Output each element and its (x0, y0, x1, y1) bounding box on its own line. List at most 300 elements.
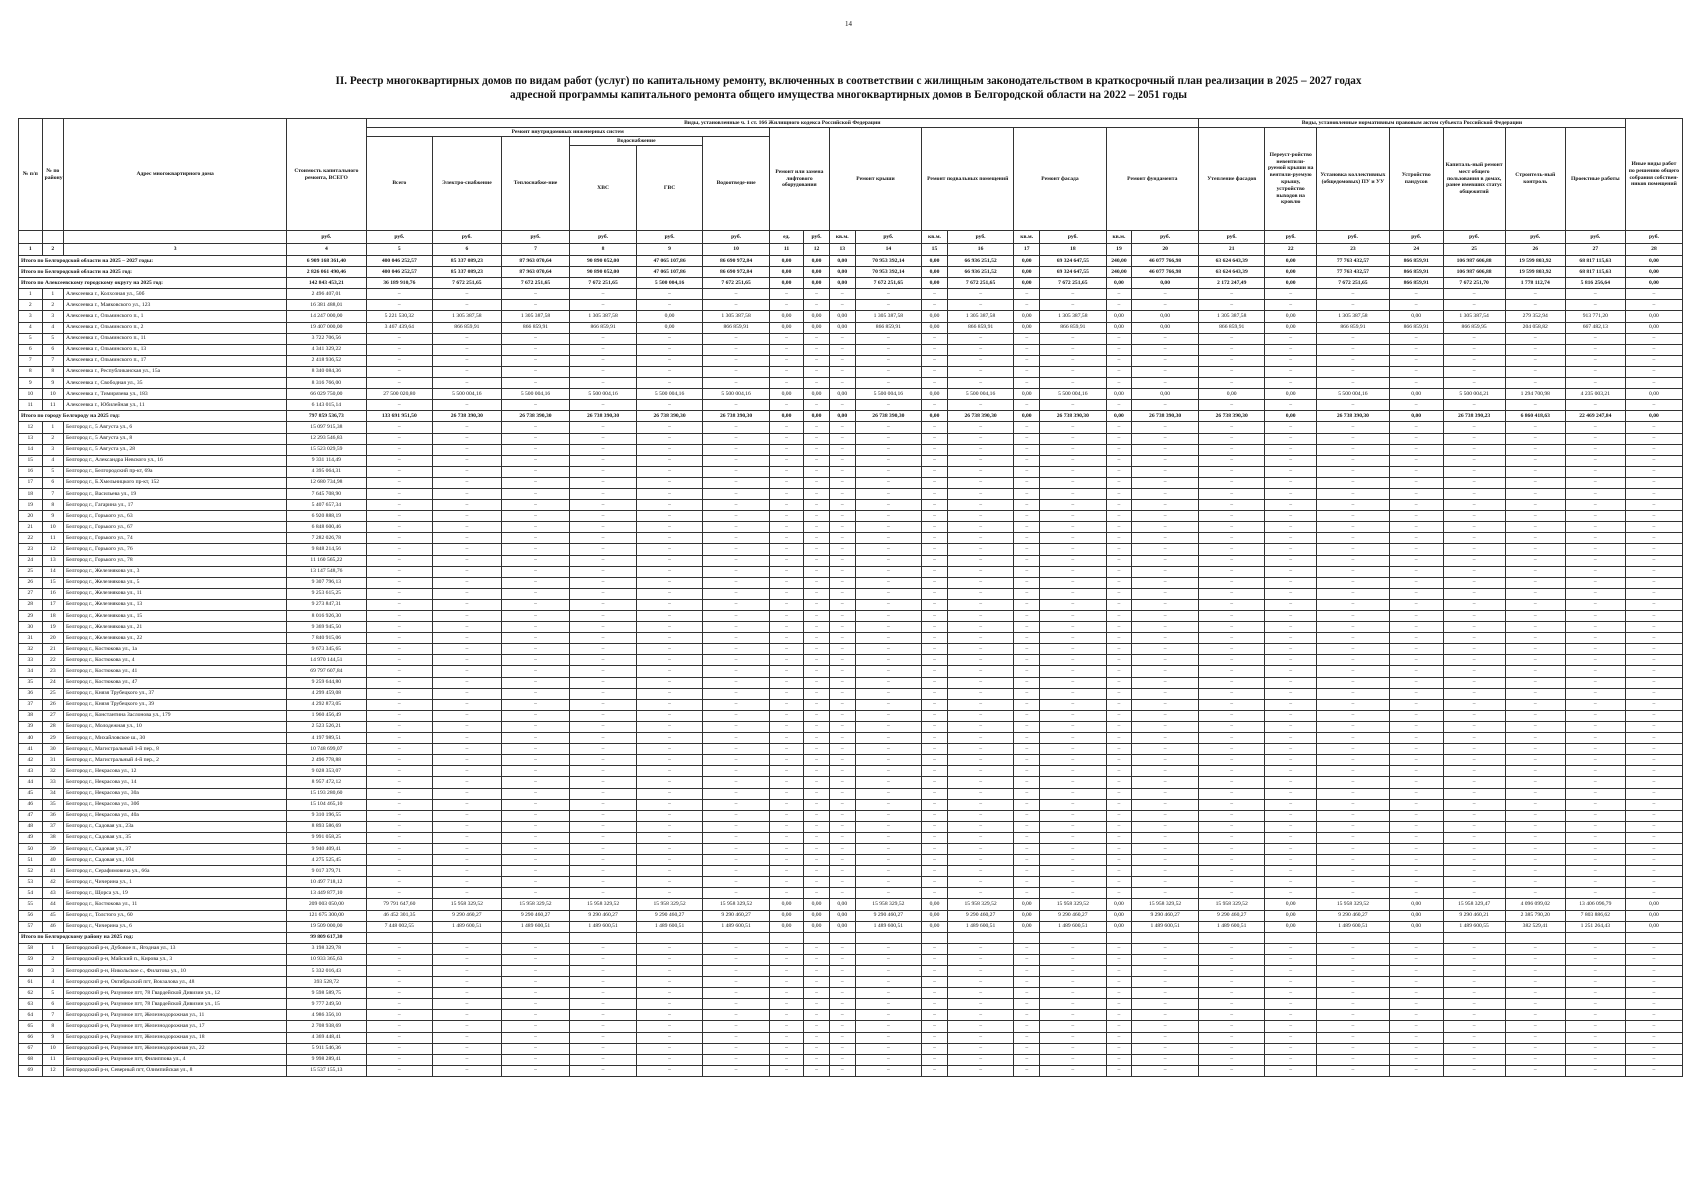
row-empty-dash: – (1443, 855, 1505, 866)
row-empty-dash: – (1505, 566, 1565, 577)
row-empty-dash: – (1625, 588, 1682, 599)
row-empty-dash: – (1443, 378, 1505, 389)
column-number: 12 (804, 244, 830, 256)
row-empty-dash: – (804, 810, 830, 821)
row-empty-dash: – (570, 877, 637, 888)
row-empty-dash: – (1625, 821, 1682, 832)
row-empty-dash: – (570, 1010, 637, 1021)
row-empty-dash: – (433, 788, 502, 799)
row-empty-dash: – (829, 788, 855, 799)
row-empty-dash: – (1106, 1010, 1132, 1021)
row-value: 866 859,91 (433, 322, 502, 333)
row-empty-dash: – (433, 666, 502, 677)
row-empty-dash: – (366, 577, 433, 588)
row-empty-dash: – (947, 988, 1014, 999)
row-empty-dash: – (1040, 721, 1107, 732)
row-address: Белгородский р-н, Разумное пгт, 78 Гвардейской Дивизии ул., 12 (64, 988, 287, 999)
table-row (19, 355, 1683, 366)
row-empty-dash: – (433, 355, 502, 366)
row-empty-dash: – (1106, 977, 1132, 988)
row-empty-dash: – (501, 344, 570, 355)
row-empty-dash: – (1505, 599, 1565, 610)
row-value: 5 500 004,16 (703, 389, 770, 400)
row-empty-dash: – (1106, 988, 1132, 999)
row-empty-dash: – (829, 855, 855, 866)
row-empty-dash: – (1014, 355, 1040, 366)
row-empty-dash: – (1443, 1032, 1505, 1043)
row-empty-dash: – (1316, 588, 1389, 599)
row-empty-dash: – (570, 522, 637, 533)
row-empty-dash: – (769, 500, 803, 511)
row-empty-dash: – (1265, 588, 1316, 599)
summary-value: 5 816 256,64 (1565, 278, 1625, 289)
row-value: 0,00 (1132, 311, 1199, 322)
row-empty-dash: – (433, 866, 502, 877)
row-empty-dash: – (366, 966, 433, 977)
row-empty-dash: – (1198, 289, 1265, 300)
row-empty-dash: – (570, 599, 637, 610)
row-empty-dash: – (1040, 522, 1107, 533)
row-empty-dash: – (570, 966, 637, 977)
table-row (19, 422, 1683, 433)
row-empty-dash: – (433, 444, 502, 455)
row-empty-dash: – (804, 477, 830, 488)
row-empty-dash: – (1505, 1032, 1565, 1043)
row-empty-dash: – (501, 1054, 570, 1065)
row-empty-dash: – (1625, 511, 1682, 522)
row-empty-dash: – (1565, 1043, 1625, 1054)
row-empty-dash: – (1040, 999, 1107, 1010)
row-value: 1 489 600,51 (855, 921, 922, 932)
summary-value (1316, 932, 1389, 943)
summary-label: Итого по городу Белгороду на 2025 год: (19, 411, 287, 422)
row-empty-dash: – (366, 799, 433, 810)
row-empty-dash: – (769, 622, 803, 633)
row-number: 25 (19, 566, 43, 577)
row-value: 0,00 (829, 389, 855, 400)
row-empty-dash: – (947, 544, 1014, 555)
summary-value: 0,00 (922, 267, 948, 278)
row-empty-dash: – (703, 500, 770, 511)
row-empty-dash: – (769, 444, 803, 455)
row-empty-dash: – (1389, 488, 1443, 499)
row-empty-dash: – (1040, 400, 1107, 411)
row-empty-dash: – (922, 733, 948, 744)
row-empty-dash: – (1316, 843, 1389, 854)
row-empty-dash: – (1265, 843, 1316, 854)
row-empty-dash: – (855, 366, 922, 377)
row-empty-dash: – (501, 677, 570, 688)
unit-cell: руб. (501, 231, 570, 244)
row-empty-dash: – (1198, 810, 1265, 821)
row-empty-dash: – (1106, 1065, 1132, 1076)
row-empty-dash: – (1505, 355, 1565, 366)
row-empty-dash: – (1014, 999, 1040, 1010)
summary-value (1106, 932, 1132, 943)
row-empty-dash: – (922, 866, 948, 877)
row-empty-dash: – (1316, 977, 1389, 988)
row-empty-dash: – (855, 500, 922, 511)
row-empty-dash: – (703, 777, 770, 788)
row-empty-dash: – (366, 699, 433, 710)
row-empty-dash: – (703, 599, 770, 610)
row-empty-dash: – (501, 544, 570, 555)
row-empty-dash: – (1040, 1032, 1107, 1043)
row-empty-dash: – (1316, 1010, 1389, 1021)
row-empty-dash: – (769, 954, 803, 965)
row-empty-dash: – (1014, 533, 1040, 544)
row-empty-dash: – (922, 999, 948, 1010)
row-cost: 8 957 472,12 (287, 777, 366, 788)
row-empty-dash: – (1265, 788, 1316, 799)
row-empty-dash: – (1505, 888, 1565, 899)
row-empty-dash: – (1316, 688, 1389, 699)
row-empty-dash: – (922, 1032, 948, 1043)
row-empty-dash: – (922, 766, 948, 777)
row-empty-dash: – (1443, 577, 1505, 588)
row-empty-dash: – (1014, 555, 1040, 566)
row-empty-dash: – (1565, 522, 1625, 533)
row-empty-dash: – (1316, 943, 1389, 954)
row-empty-dash: – (1389, 555, 1443, 566)
row-value: 0,00 (1265, 910, 1316, 921)
row-empty-dash: – (1625, 655, 1682, 666)
row-empty-dash: – (570, 1032, 637, 1043)
row-empty-dash: – (1198, 444, 1265, 455)
row-value: 866 859,91 (501, 322, 570, 333)
row-empty-dash: – (366, 533, 433, 544)
row-address: Белгород г., Некрасова ул., 30а (64, 788, 287, 799)
row-district-number: 37 (42, 821, 63, 832)
summary-value: 26 738 390,30 (703, 411, 770, 422)
row-empty-dash: – (1625, 555, 1682, 566)
row-empty-dash: – (1040, 766, 1107, 777)
row-address: Белгород г., Садовая ул., 23а (64, 821, 287, 832)
summary-value: 26 738 390,30 (1040, 411, 1107, 422)
row-empty-dash: – (947, 943, 1014, 954)
row-empty-dash: – (1316, 511, 1389, 522)
summary-value: 7 672 251,65 (501, 278, 570, 289)
row-empty-dash: – (829, 1032, 855, 1043)
row-empty-dash: – (1443, 710, 1505, 721)
row-address: Белгородский р-н, Северный пгт, Олимпийская ул., 8 (64, 1065, 287, 1076)
row-empty-dash: – (366, 1043, 433, 1054)
row-empty-dash: – (366, 688, 433, 699)
row-number: 52 (19, 866, 43, 877)
row-value: 866 859,91 (570, 322, 637, 333)
row-empty-dash: – (703, 954, 770, 965)
header-other: Иные виды работ по решению общего собрания собствен-ников помещений (1625, 119, 1682, 231)
summary-value: 70 953 392,14 (855, 267, 922, 278)
row-district-number: 10 (42, 1043, 63, 1054)
row-empty-dash: – (1625, 721, 1682, 732)
row-empty-dash: – (1014, 344, 1040, 355)
row-empty-dash: – (703, 877, 770, 888)
row-empty-dash: – (1198, 622, 1265, 633)
row-empty-dash: – (769, 688, 803, 699)
row-empty-dash: – (570, 400, 637, 411)
row-empty-dash: – (855, 1021, 922, 1032)
row-empty-dash: – (703, 1065, 770, 1076)
row-empty-dash: – (855, 810, 922, 821)
row-empty-dash: – (1040, 988, 1107, 999)
row-empty-dash: – (1565, 611, 1625, 622)
row-empty-dash: – (636, 444, 703, 455)
row-value: 9 290 460,27 (570, 910, 637, 921)
table-row (19, 599, 1683, 610)
row-empty-dash: – (769, 733, 803, 744)
row-empty-dash: – (1505, 488, 1565, 499)
summary-value: 99 809 617,30 (287, 932, 366, 943)
row-number: 27 (19, 588, 43, 599)
row-empty-dash: – (1625, 799, 1682, 810)
row-empty-dash: – (1625, 355, 1682, 366)
row-empty-dash: – (1443, 954, 1505, 965)
row-empty-dash: – (1505, 366, 1565, 377)
row-empty-dash: – (501, 333, 570, 344)
row-empty-dash: – (366, 644, 433, 655)
summary-value: 19 599 803,92 (1505, 267, 1565, 278)
row-empty-dash: – (433, 544, 502, 555)
row-value: 0,00 (922, 899, 948, 910)
row-empty-dash: – (855, 511, 922, 522)
row-empty-dash: – (1106, 300, 1132, 311)
summary-value (1040, 932, 1107, 943)
row-empty-dash: – (804, 300, 830, 311)
row-cost: 8 893 586,69 (287, 821, 366, 832)
row-value: 0,00 (1389, 389, 1443, 400)
summary-value: 133 691 951,50 (366, 411, 433, 422)
summary-value: 866 859,91 (1389, 278, 1443, 289)
row-empty-dash: – (1389, 988, 1443, 999)
row-empty-dash: – (1389, 755, 1443, 766)
row-empty-dash: – (703, 832, 770, 843)
row-value: 1 251 264,43 (1565, 921, 1625, 932)
row-empty-dash: – (922, 289, 948, 300)
row-empty-dash: – (829, 666, 855, 677)
row-district-number: 5 (42, 333, 63, 344)
row-empty-dash: – (501, 954, 570, 965)
row-empty-dash: – (703, 866, 770, 877)
row-empty-dash: – (947, 333, 1014, 344)
row-empty-dash: – (1316, 488, 1389, 499)
row-empty-dash: – (501, 433, 570, 444)
row-empty-dash: – (1443, 611, 1505, 622)
summary-value: 7 672 251,65 (947, 278, 1014, 289)
row-empty-dash: – (1265, 744, 1316, 755)
summary-value (804, 932, 830, 943)
row-empty-dash: – (947, 977, 1014, 988)
row-empty-dash: – (1265, 455, 1316, 466)
row-empty-dash: – (1014, 688, 1040, 699)
row-value: 0,00 (1106, 921, 1132, 932)
row-empty-dash: – (1106, 677, 1132, 688)
row-district-number: 5 (42, 988, 63, 999)
row-empty-dash: – (804, 954, 830, 965)
row-value: 866 859,91 (855, 322, 922, 333)
header-dormitories: Капиталь-ный ремонт мест общего пользования в домах, ранее имевших статус общежитий (1443, 128, 1505, 231)
row-value: 0,00 (922, 311, 948, 322)
summary-value (829, 932, 855, 943)
row-empty-dash: – (804, 444, 830, 455)
row-empty-dash: – (1265, 966, 1316, 977)
row-cost: 11 160 565,22 (287, 555, 366, 566)
row-number: 59 (19, 954, 43, 965)
row-empty-dash: – (855, 522, 922, 533)
row-number: 31 (19, 633, 43, 644)
row-empty-dash: – (570, 511, 637, 522)
row-cost: 3 722 706,56 (287, 333, 366, 344)
row-empty-dash: – (501, 766, 570, 777)
row-empty-dash: – (769, 821, 803, 832)
row-empty-dash: – (1265, 1054, 1316, 1065)
row-empty-dash: – (947, 788, 1014, 799)
summary-label: Итого по Белгородской области на 2025 – 2027 годы: (19, 256, 287, 267)
row-empty-dash: – (1443, 799, 1505, 810)
row-empty-dash: – (1198, 599, 1265, 610)
row-empty-dash: – (1443, 355, 1505, 366)
summary-value: 0,00 (829, 256, 855, 267)
row-empty-dash: – (829, 533, 855, 544)
row-empty-dash: – (829, 333, 855, 344)
row-empty-dash: – (636, 988, 703, 999)
row-empty-dash: – (1389, 954, 1443, 965)
row-cost: 9 310 196,55 (287, 810, 366, 821)
row-empty-dash: – (570, 300, 637, 311)
row-empty-dash: – (1565, 1032, 1625, 1043)
column-number: 26 (1505, 244, 1565, 256)
row-district-number: 35 (42, 799, 63, 810)
row-empty-dash: – (570, 333, 637, 344)
row-cost: 5 407 657,34 (287, 500, 366, 511)
row-empty-dash: – (1565, 832, 1625, 843)
row-empty-dash: – (1132, 533, 1199, 544)
row-empty-dash: – (1443, 333, 1505, 344)
summary-value: 26 738 390,30 (570, 411, 637, 422)
row-empty-dash: – (1132, 333, 1199, 344)
row-empty-dash: – (855, 721, 922, 732)
row-empty-dash: – (804, 855, 830, 866)
summary-value: 0,00 (1265, 278, 1316, 289)
row-empty-dash: – (1132, 655, 1199, 666)
row-empty-dash: – (1565, 766, 1625, 777)
row-empty-dash: – (804, 988, 830, 999)
row-empty-dash: – (433, 644, 502, 655)
row-empty-dash: – (1040, 855, 1107, 866)
summary-value: 0,00 (1265, 256, 1316, 267)
row-empty-dash: – (829, 344, 855, 355)
row-empty-dash: – (829, 699, 855, 710)
row-empty-dash: – (1198, 533, 1265, 544)
row-empty-dash: – (703, 477, 770, 488)
row-empty-dash: – (1565, 500, 1625, 511)
summary-value: 0,00 (769, 267, 803, 278)
row-empty-dash: – (501, 755, 570, 766)
row-value: 0,00 (804, 311, 830, 322)
row-empty-dash: – (1565, 699, 1625, 710)
row-empty-dash: – (1505, 832, 1565, 843)
row-empty-dash: – (1505, 544, 1565, 555)
row-empty-dash: – (1132, 599, 1199, 610)
row-cost: 13 147 548,76 (287, 566, 366, 577)
row-empty-dash: – (1505, 799, 1565, 810)
row-empty-dash: – (366, 588, 433, 599)
row-empty-dash: – (769, 710, 803, 721)
row-empty-dash: – (1443, 699, 1505, 710)
row-number: 5 (19, 333, 43, 344)
row-empty-dash: – (947, 888, 1014, 899)
row-empty-dash: – (570, 422, 637, 433)
row-empty-dash: – (1316, 954, 1389, 965)
row-empty-dash: – (804, 577, 830, 588)
row-value: 1 305 387,58 (703, 311, 770, 322)
row-empty-dash: – (570, 500, 637, 511)
row-value: 0,00 (922, 389, 948, 400)
row-empty-dash: – (1625, 644, 1682, 655)
row-number: 63 (19, 999, 43, 1010)
row-empty-dash: – (1565, 599, 1625, 610)
table-row (19, 389, 1683, 400)
row-empty-dash: – (1443, 455, 1505, 466)
row-empty-dash: – (1505, 655, 1565, 666)
row-empty-dash: – (769, 799, 803, 810)
row-empty-dash: – (1265, 799, 1316, 810)
row-empty-dash: – (947, 477, 1014, 488)
summary-value: 866 859,91 (1389, 267, 1443, 278)
row-empty-dash: – (1625, 710, 1682, 721)
row-empty-dash: – (570, 588, 637, 599)
summary-value: 0,00 (1625, 267, 1682, 278)
table-row (19, 810, 1683, 821)
row-empty-dash: – (636, 599, 703, 610)
row-empty-dash: – (1625, 943, 1682, 954)
row-empty-dash: – (1040, 611, 1107, 622)
row-empty-dash: – (829, 644, 855, 655)
row-empty-dash: – (1198, 611, 1265, 622)
row-empty-dash: – (922, 877, 948, 888)
row-empty-dash: – (769, 522, 803, 533)
row-value: 0,00 (1132, 389, 1199, 400)
row-empty-dash: – (804, 777, 830, 788)
row-empty-dash: – (1565, 1021, 1625, 1032)
row-empty-dash: – (1625, 488, 1682, 499)
row-empty-dash: – (1443, 843, 1505, 854)
row-empty-dash: – (1505, 999, 1565, 1010)
row-empty-dash: – (769, 1054, 803, 1065)
row-empty-dash: – (1316, 999, 1389, 1010)
row-cost: 4 292 873,05 (287, 699, 366, 710)
row-empty-dash: – (366, 611, 433, 622)
row-empty-dash: – (1132, 577, 1199, 588)
row-value: 1 489 600,51 (1040, 921, 1107, 932)
row-empty-dash: – (947, 400, 1014, 411)
row-empty-dash: – (829, 477, 855, 488)
row-address: Белгород г., Молодежная ул., 10 (64, 721, 287, 732)
row-empty-dash: – (1625, 988, 1682, 999)
row-empty-dash: – (1389, 777, 1443, 788)
row-empty-dash: – (1443, 477, 1505, 488)
row-empty-dash: – (433, 599, 502, 610)
summary-value: 240,00 (1106, 256, 1132, 267)
row-empty-dash: – (922, 655, 948, 666)
row-empty-dash: – (1265, 544, 1316, 555)
row-empty-dash: – (433, 710, 502, 721)
table-row (19, 866, 1683, 877)
row-district-number: 8 (42, 1021, 63, 1032)
row-number: 24 (19, 555, 43, 566)
row-empty-dash: – (1132, 366, 1199, 377)
row-empty-dash: – (855, 333, 922, 344)
